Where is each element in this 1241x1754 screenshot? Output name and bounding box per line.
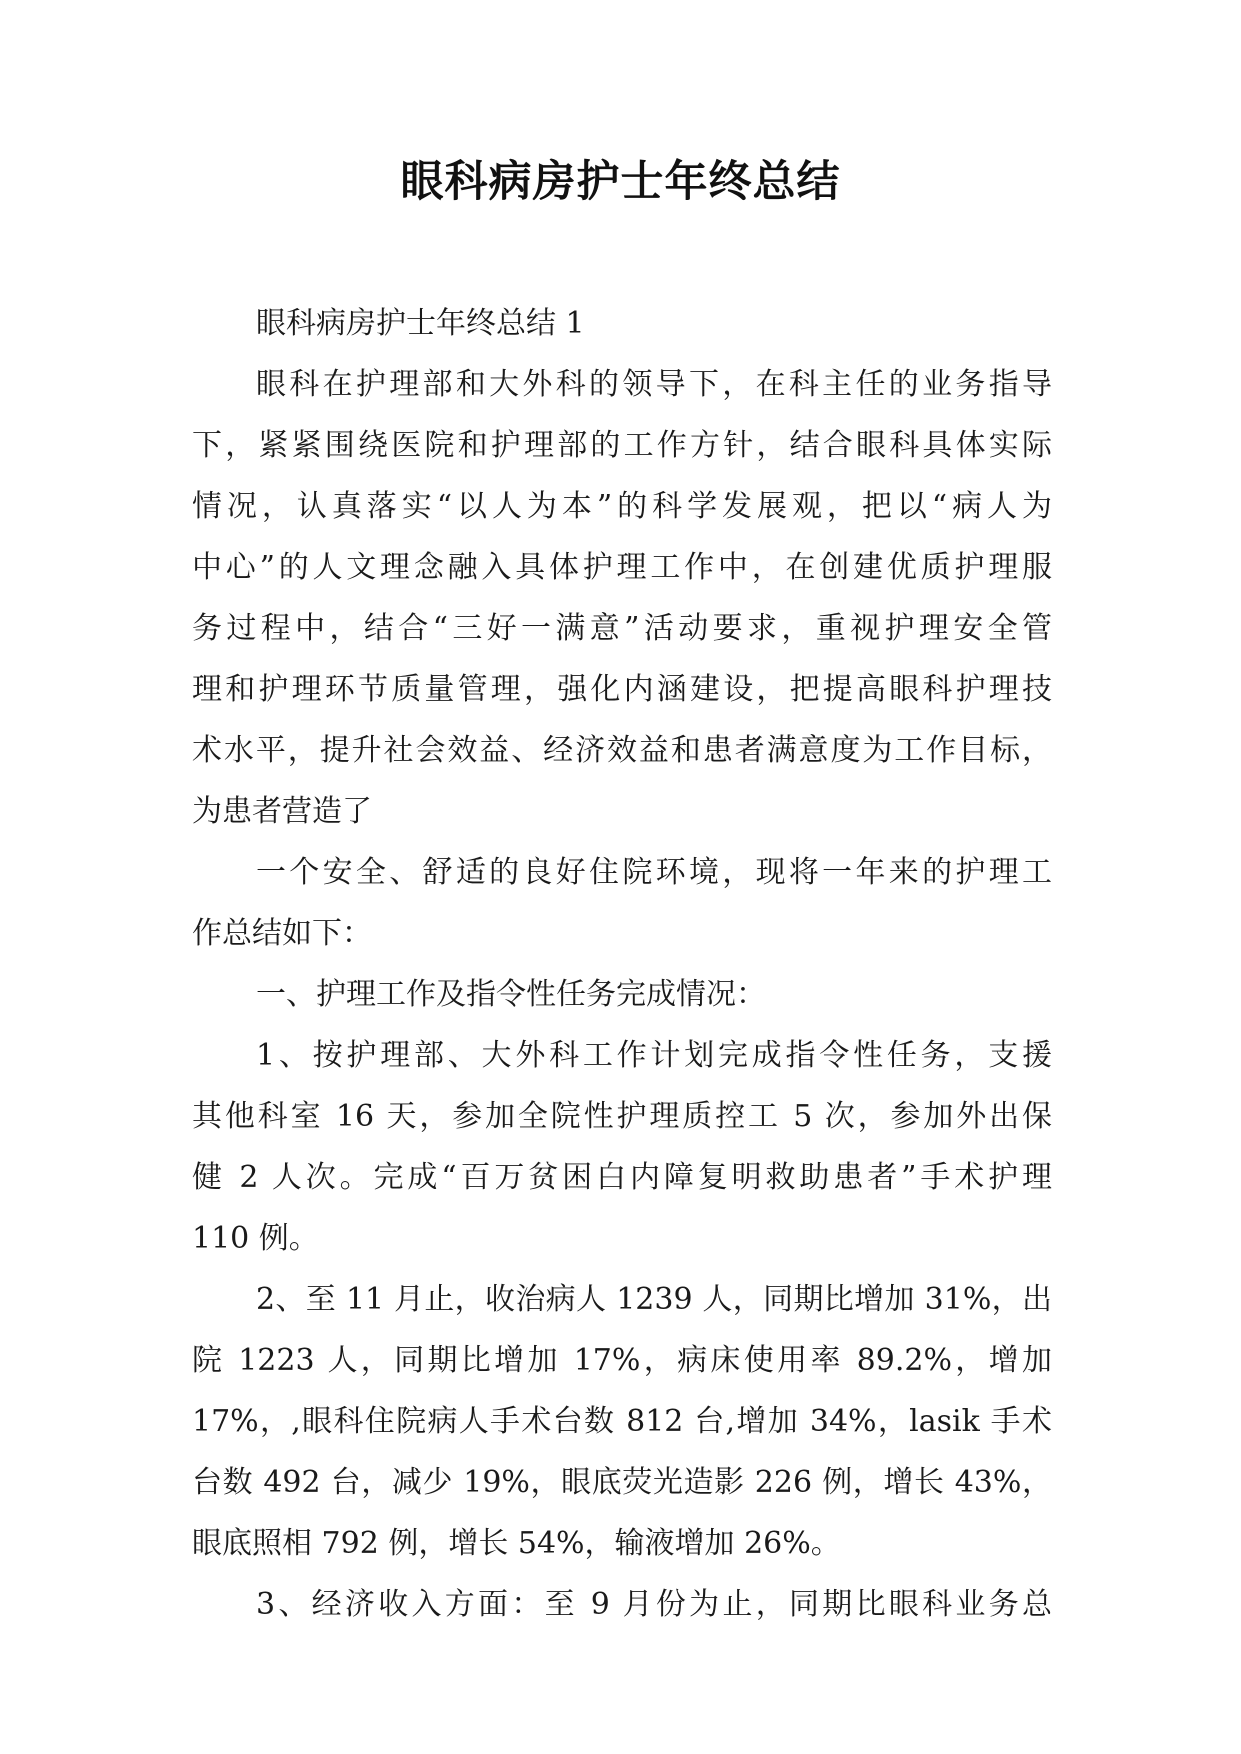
- paragraph-line: 健 2 人次。完成“百万贫困白内障复明救助患者”手术护理: [192, 1160, 1052, 1195]
- paragraph-line: 眼科在护理部和大外科的领导下，在科主任的业务指导: [256, 367, 1052, 402]
- paragraph-line: 17%，,眼科住院病人手术台数 812 台,增加 34%，lasik 手术: [192, 1404, 1052, 1439]
- document-title: 眼科病房护士年终总结: [400, 157, 841, 207]
- paragraph-line: 1、按护理部、大外科工作计划完成指令性任务，支援: [256, 1038, 1052, 1073]
- paragraph-line: 情况，认真落实“以人为本”的科学发展观，把以“病人为: [192, 489, 1052, 524]
- section-heading: 一、护理工作及指令性任务完成情况：: [256, 977, 766, 1012]
- paragraph-line: 110 例。: [192, 1221, 319, 1256]
- paragraph-line: 眼底照相 792 例，增长 54%，输液增加 26%。: [192, 1526, 841, 1561]
- paragraph-line: 术水平，提升社会效益、经济效益和患者满意度为工作目标，: [192, 733, 1052, 768]
- paragraph-line: 其他科室 16 天，参加全院性护理质控工 5 次，参加外出保: [192, 1099, 1052, 1134]
- paragraph-line: 2、至 11 月止，收治病人 1239 人，同期比增加 31%，出: [256, 1282, 1052, 1317]
- paragraph-line: 作总结如下：: [192, 916, 372, 951]
- paragraph-line: 院 1223 人，同期比增加 17%，病床使用率 89.2%，增加: [192, 1343, 1052, 1378]
- paragraph-line: 下，紧紧围绕医院和护理部的工作方针，结合眼科具体实际: [192, 428, 1052, 463]
- paragraph-line: 理和护理环节质量管理，强化内涵建设，把提高眼科护理技: [192, 672, 1052, 707]
- paragraph-line: 一个安全、舒适的良好住院环境，现将一年来的护理工: [256, 855, 1052, 890]
- paragraph-line: 为患者营造了: [192, 794, 372, 829]
- section-heading: 眼科病房护士年终总结 1: [256, 306, 585, 341]
- paragraph-line: 台数 492 台，减少 19%，眼底荧光造影 226 例，增长 43%，: [192, 1465, 1052, 1500]
- paragraph-line: 中心”的人文理念融入具体护理工作中，在创建优质护理服: [192, 550, 1052, 585]
- paragraph-line: 务过程中，结合“三好一满意”活动要求，重视护理安全管: [192, 611, 1052, 646]
- paragraph-line: 3、经济收入方面：至 9 月份为止，同期比眼科业务总: [256, 1587, 1052, 1622]
- document-body: [192, 293, 1052, 1635]
